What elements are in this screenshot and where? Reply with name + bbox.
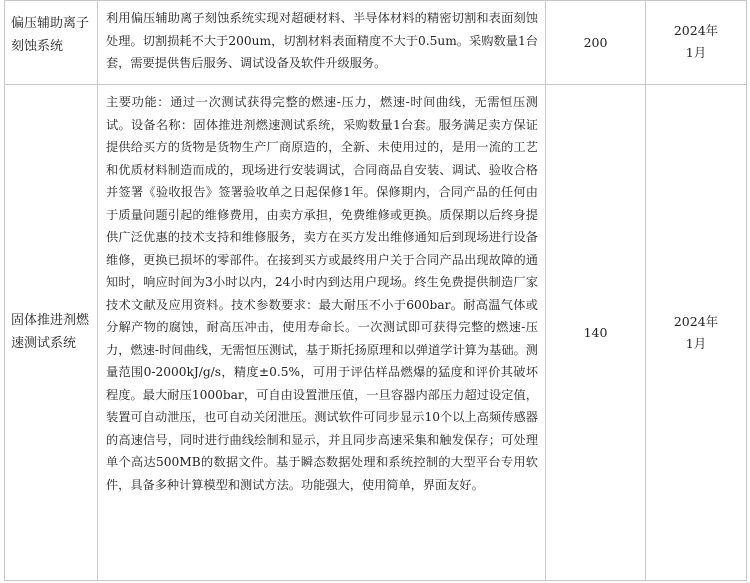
item-amount: 200 [583,34,608,50]
procurement-table [4,0,747,581]
item-description: 主要功能：通过一次测试获得完整的燃速-压力，燃速-时间曲线，无需恒压测试。设备名称：固体推进剂燃速测试系统，采购数量1台套。服务满足卖方保证提供给买方的货物是货物生产厂商原造的，全新、未使用过的，是用一流的工艺和优质材料制造而成的，现场进行安装调试，合同商品自安装、调试、验收合格并签署《验收报告》签署验收单之日起保修1年。保修期内，合同产品的任何由于质量问题引起的维修费用，由卖方承担，免费维修或更换。质保期以后终身提供广泛优惠的技术支持和维修服务，卖方在买方发出维修通知后到现场进行设备维修，更换已损坏的零部件。在接到买方或最终用户关于合同产品出现故障的通知时，响应时间为3小时以内，24小时内到达用户现场。终生免费提供制造厂家技术文献及应用资料。技术参数要求：最大耐压不小于600bar。耐高温气体或分解产物的腐蚀，耐高压冲击，使用寿命长。一次测试即可获得完整的燃速-压力，燃速-时间曲线，无需恒压测试，基于斯托扬原理和以弹道学计算为基础。测量范围0-2000kJ/g/s，精度±0.5%，可用于评估样品燃爆的猛度和评价其破坏程度。最大耐压1000bar，可自由设置泄压值，一旦容器内部压力超过设定值，装置可自动泄压，也可自动关闭泄压。测试软件可同步显示10个以上高频传感器的高速信号，同时进行曲线绘制和显示，并且同步高速采集和触发保存；可处理单个高达500MB的数据文件。基于瞬态数据处理和系统控制的大型平台专用软件，具备多种计算模型和测试方法。功能强大，使用简单，界面友好。 [106,95,538,492]
item-name: 偏压辅助离子刻蚀系统 [11,16,90,54]
item-date: 2024年1月 [673,23,719,60]
item-name: 固体推进剂燃速测试系统 [11,313,90,351]
item-date: 2024年1月 [673,313,719,351]
item-description: 利用偏压辅助离子刻蚀系统实现对超硬材料、半导体材料的精密切割和表面刻蚀处理。切割损耗不大于200um，切割材料表面精度不大于0.5um。采购数量1台套，需要提供售后服务、调试设备及软件升级服务。 [106,11,538,70]
table-row [4,85,747,580]
table-row [4,0,747,84]
table-border-bottom [4,580,747,581]
item-amount: 140 [583,325,608,340]
